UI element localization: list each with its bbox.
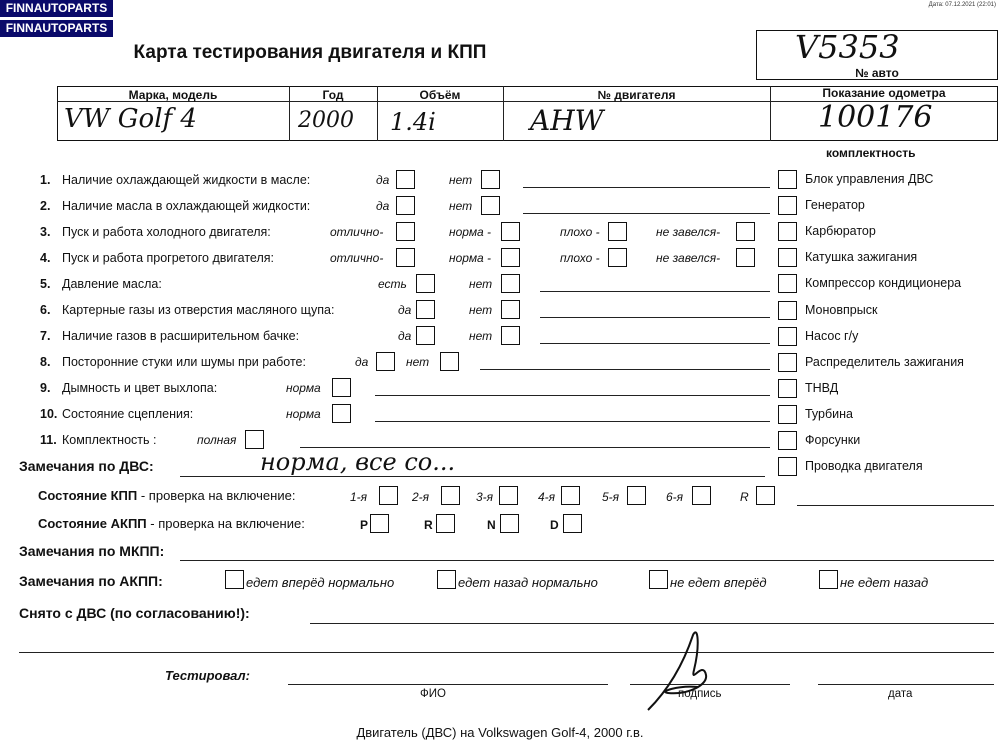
check-checkbox[interactable] xyxy=(501,326,520,345)
kit-checkbox[interactable] xyxy=(778,196,797,215)
odometer-label: Показание одометра xyxy=(822,86,946,100)
check-checkbox[interactable] xyxy=(481,170,500,189)
check-option-label: отлично- xyxy=(330,251,384,265)
akpp-remark-checkbox[interactable] xyxy=(225,570,244,589)
check-checkbox[interactable] xyxy=(376,352,395,371)
image-caption: Двигатель (ДВС) на Volkswagen Golf-4, 2000 г.в. xyxy=(356,725,644,740)
check-option-label: отлично- xyxy=(330,225,384,239)
check-option-label: нет xyxy=(469,329,493,343)
check-label: Давление масла: xyxy=(62,277,162,291)
check-checkbox[interactable] xyxy=(501,274,520,293)
check-option-label: норма - xyxy=(449,225,492,239)
odometer-value: 100176 xyxy=(818,100,933,135)
akpp-label xyxy=(38,516,305,531)
gear-label: 3-я xyxy=(476,490,494,504)
signature-label: подпись xyxy=(678,688,722,700)
check-checkbox[interactable] xyxy=(332,404,351,423)
kpp-label-bold: Состояние КПП xyxy=(38,488,138,503)
check-label: Наличие охлаждающей жидкости в масле: xyxy=(62,173,311,187)
volume-value: 1.4i xyxy=(390,108,436,136)
signature-scribble xyxy=(628,615,728,715)
check-option-label: нет xyxy=(449,173,473,187)
akpp-label-rest: - проверка на включение: xyxy=(146,516,305,531)
check-label: Пуск и работа холодного двигателя: xyxy=(62,225,271,239)
check-number: 6. xyxy=(40,303,51,317)
kit-item-label: Насос г/у xyxy=(805,328,859,343)
kit-item-label: Блок управления ДВС xyxy=(805,172,934,186)
tested-label: Тестировал: xyxy=(165,668,250,683)
check-checkbox[interactable] xyxy=(396,248,415,267)
car-number-value: V5353 xyxy=(795,28,900,66)
remarks-mkpp-label: Замечания по МКПП: xyxy=(19,543,165,559)
check-label: Пуск и работа прогретого двигателя: xyxy=(62,251,274,265)
check-option-label: плохо - xyxy=(560,251,600,265)
check-option-label: да xyxy=(398,303,412,317)
answer-line xyxy=(523,213,770,214)
check-option-label: да xyxy=(355,355,369,369)
check-number: 4. xyxy=(40,251,51,265)
check-number: 11. xyxy=(40,433,57,447)
gear-checkbox[interactable] xyxy=(561,486,580,505)
gear-label: 4-я xyxy=(538,490,556,504)
check-checkbox[interactable] xyxy=(501,248,520,267)
engine-no-value: AHW xyxy=(530,104,604,137)
check-checkbox[interactable] xyxy=(501,300,520,319)
akpp-mode-label: D xyxy=(550,518,559,532)
print-date: Дата: 07.12.2021 (22:01) xyxy=(928,2,996,8)
kit-checkbox[interactable] xyxy=(778,431,797,450)
answer-line xyxy=(375,421,770,422)
akpp-remark-label: не едет вперёд xyxy=(670,575,767,590)
remarks-akpp-label: Замечания по АКПП: xyxy=(19,573,163,589)
kit-item-label: ТНВД xyxy=(805,380,839,395)
gear-checkbox[interactable] xyxy=(627,486,646,505)
car-number-label: № авто xyxy=(855,66,899,80)
check-checkbox[interactable] xyxy=(736,222,755,241)
kit-item-label: Проводка двигателя xyxy=(805,459,923,474)
check-option-label: норма xyxy=(286,407,321,421)
answer-line xyxy=(523,187,770,188)
kit-item-label: Карбюратор xyxy=(805,224,876,239)
kit-item-label: Распределитель зажигания xyxy=(805,354,964,369)
gear-checkbox[interactable] xyxy=(499,486,518,505)
gear-label: 2-я xyxy=(412,490,430,504)
answer-line xyxy=(540,291,770,292)
check-option-label: норма - xyxy=(449,251,492,265)
akpp-remark-label: не едет назад xyxy=(840,575,929,590)
check-option-label: полная xyxy=(197,433,237,447)
removed-label: Снято с ДВС (по согласованию!): xyxy=(19,605,250,621)
check-option-label: нет xyxy=(406,355,430,369)
check-checkbox[interactable] xyxy=(396,196,415,215)
akpp-mode-label: N xyxy=(487,518,496,532)
answer-line xyxy=(540,317,770,318)
kit-checkbox[interactable] xyxy=(778,248,797,267)
check-number: 5. xyxy=(40,277,51,291)
brand-logo-top: FINNAUTOPARTS xyxy=(0,0,113,17)
remarks-engine-label: Замечания по ДВС: xyxy=(19,458,154,474)
check-label: Состояние сцепления: xyxy=(62,407,194,421)
gear-label: 1-я xyxy=(350,490,368,504)
check-checkbox[interactable] xyxy=(608,248,627,267)
akpp-label-bold: Состояние АКПП xyxy=(38,516,147,531)
check-checkbox[interactable] xyxy=(416,274,435,293)
check-checkbox[interactable] xyxy=(332,378,351,397)
kpp-label-rest: - проверка на включение: xyxy=(137,488,296,503)
check-label: Комплектность : xyxy=(62,433,157,447)
kit-item-label: Форсунки xyxy=(805,433,861,447)
kit-checkbox[interactable] xyxy=(778,353,797,372)
akpp-remark-checkbox[interactable] xyxy=(819,570,838,589)
check-label: Картерные газы из отверстия масляного щупа: xyxy=(62,303,335,317)
brand-model-label: Марка, модель xyxy=(128,88,218,102)
check-label: Наличие масла в охлаждающей жидкости: xyxy=(62,199,311,213)
fio-label: ФИО xyxy=(420,688,446,700)
check-option-label: есть xyxy=(378,277,407,291)
answer-line xyxy=(375,395,770,396)
gear-checkbox[interactable] xyxy=(441,486,460,505)
volume-label: Объём xyxy=(419,88,461,102)
check-option-label: да xyxy=(398,329,412,343)
kit-item-label: Катушка зажигания xyxy=(805,250,918,265)
check-checkbox[interactable] xyxy=(416,326,435,345)
kit-checkbox[interactable] xyxy=(778,457,797,476)
check-option-label: не завелся- xyxy=(656,225,721,239)
kit-checkbox[interactable] xyxy=(778,379,797,398)
check-number: 3. xyxy=(40,225,51,239)
check-option-label: плохо - xyxy=(560,225,600,239)
akpp-remark-label: едет назад нормально xyxy=(458,575,598,590)
kit-item-label: Моновпрыск xyxy=(805,302,878,317)
akpp-mode-checkbox[interactable] xyxy=(500,514,519,533)
brand-model-value: VW Golf 4 xyxy=(64,104,197,134)
check-checkbox[interactable] xyxy=(608,222,627,241)
gear-checkbox[interactable] xyxy=(379,486,398,505)
akpp-mode-label: P xyxy=(360,518,369,532)
check-label: Дымность и цвет выхлопа: xyxy=(62,381,218,395)
gear-label: R xyxy=(740,490,749,504)
check-label: Наличие газов в расширительном бачке: xyxy=(62,329,300,343)
check-option-label: нет xyxy=(469,303,493,317)
kit-label: комплектность xyxy=(826,146,916,160)
gear-label: 5-я xyxy=(602,490,620,504)
check-number: 9. xyxy=(40,381,51,395)
check-number: 7. xyxy=(40,329,51,343)
answer-line xyxy=(480,369,770,370)
kpp-label xyxy=(38,488,295,503)
check-checkbox[interactable] xyxy=(501,222,520,241)
akpp-mode-label: R xyxy=(424,518,433,532)
gear-checkbox[interactable] xyxy=(692,486,711,505)
check-number: 8. xyxy=(40,355,51,369)
akpp-mode-checkbox[interactable] xyxy=(563,514,582,533)
akpp-mode-checkbox[interactable] xyxy=(436,514,455,533)
kit-checkbox[interactable] xyxy=(778,170,797,189)
check-checkbox[interactable] xyxy=(245,430,264,449)
check-checkbox[interactable] xyxy=(440,352,459,371)
gear-checkbox[interactable] xyxy=(756,486,775,505)
kit-item-label: Турбина xyxy=(805,406,853,421)
akpp-mode-checkbox[interactable] xyxy=(370,514,389,533)
remarks-engine-value: норма, все со... xyxy=(260,448,456,476)
check-label: Посторонние стуки или шумы при работе: xyxy=(62,355,306,369)
engine-no-label: № двигателя xyxy=(597,88,676,102)
check-option-label: нет xyxy=(449,199,473,213)
check-checkbox[interactable] xyxy=(396,170,415,189)
akpp-remark-checkbox[interactable] xyxy=(649,570,668,589)
check-number: 2. xyxy=(40,199,51,213)
check-number: 10. xyxy=(40,407,58,421)
kit-checkbox[interactable] xyxy=(778,301,797,320)
kit-checkbox[interactable] xyxy=(778,405,797,424)
check-option-label: нет xyxy=(469,277,493,291)
kit-item-label: Генератор xyxy=(805,198,865,213)
check-option-label: да xyxy=(376,173,390,187)
date-label: дата xyxy=(888,688,913,700)
kit-checkbox[interactable] xyxy=(778,222,797,241)
kit-checkbox[interactable] xyxy=(778,327,797,346)
check-checkbox[interactable] xyxy=(416,300,435,319)
kit-item-label: Компрессор кондиционера xyxy=(805,276,962,291)
gear-label: 6-я xyxy=(666,490,684,504)
answer-line xyxy=(540,343,770,344)
akpp-remark-label: едет вперёд нормально xyxy=(246,575,395,590)
akpp-remark-checkbox[interactable] xyxy=(437,570,456,589)
check-option-label: норма xyxy=(286,381,321,395)
check-number: 1. xyxy=(40,173,51,187)
check-checkbox[interactable] xyxy=(396,222,415,241)
brand-logo-bottom: FINNAUTOPARTS xyxy=(0,20,113,37)
page-title: Карта тестирования двигателя и КПП xyxy=(133,42,487,63)
year-value: 2000 xyxy=(298,108,354,133)
check-option-label: не завелся- xyxy=(656,251,721,265)
check-checkbox[interactable] xyxy=(481,196,500,215)
check-checkbox[interactable] xyxy=(736,248,755,267)
check-option-label: да xyxy=(376,199,390,213)
year-label: Год xyxy=(322,88,344,102)
kit-checkbox[interactable] xyxy=(778,274,797,293)
